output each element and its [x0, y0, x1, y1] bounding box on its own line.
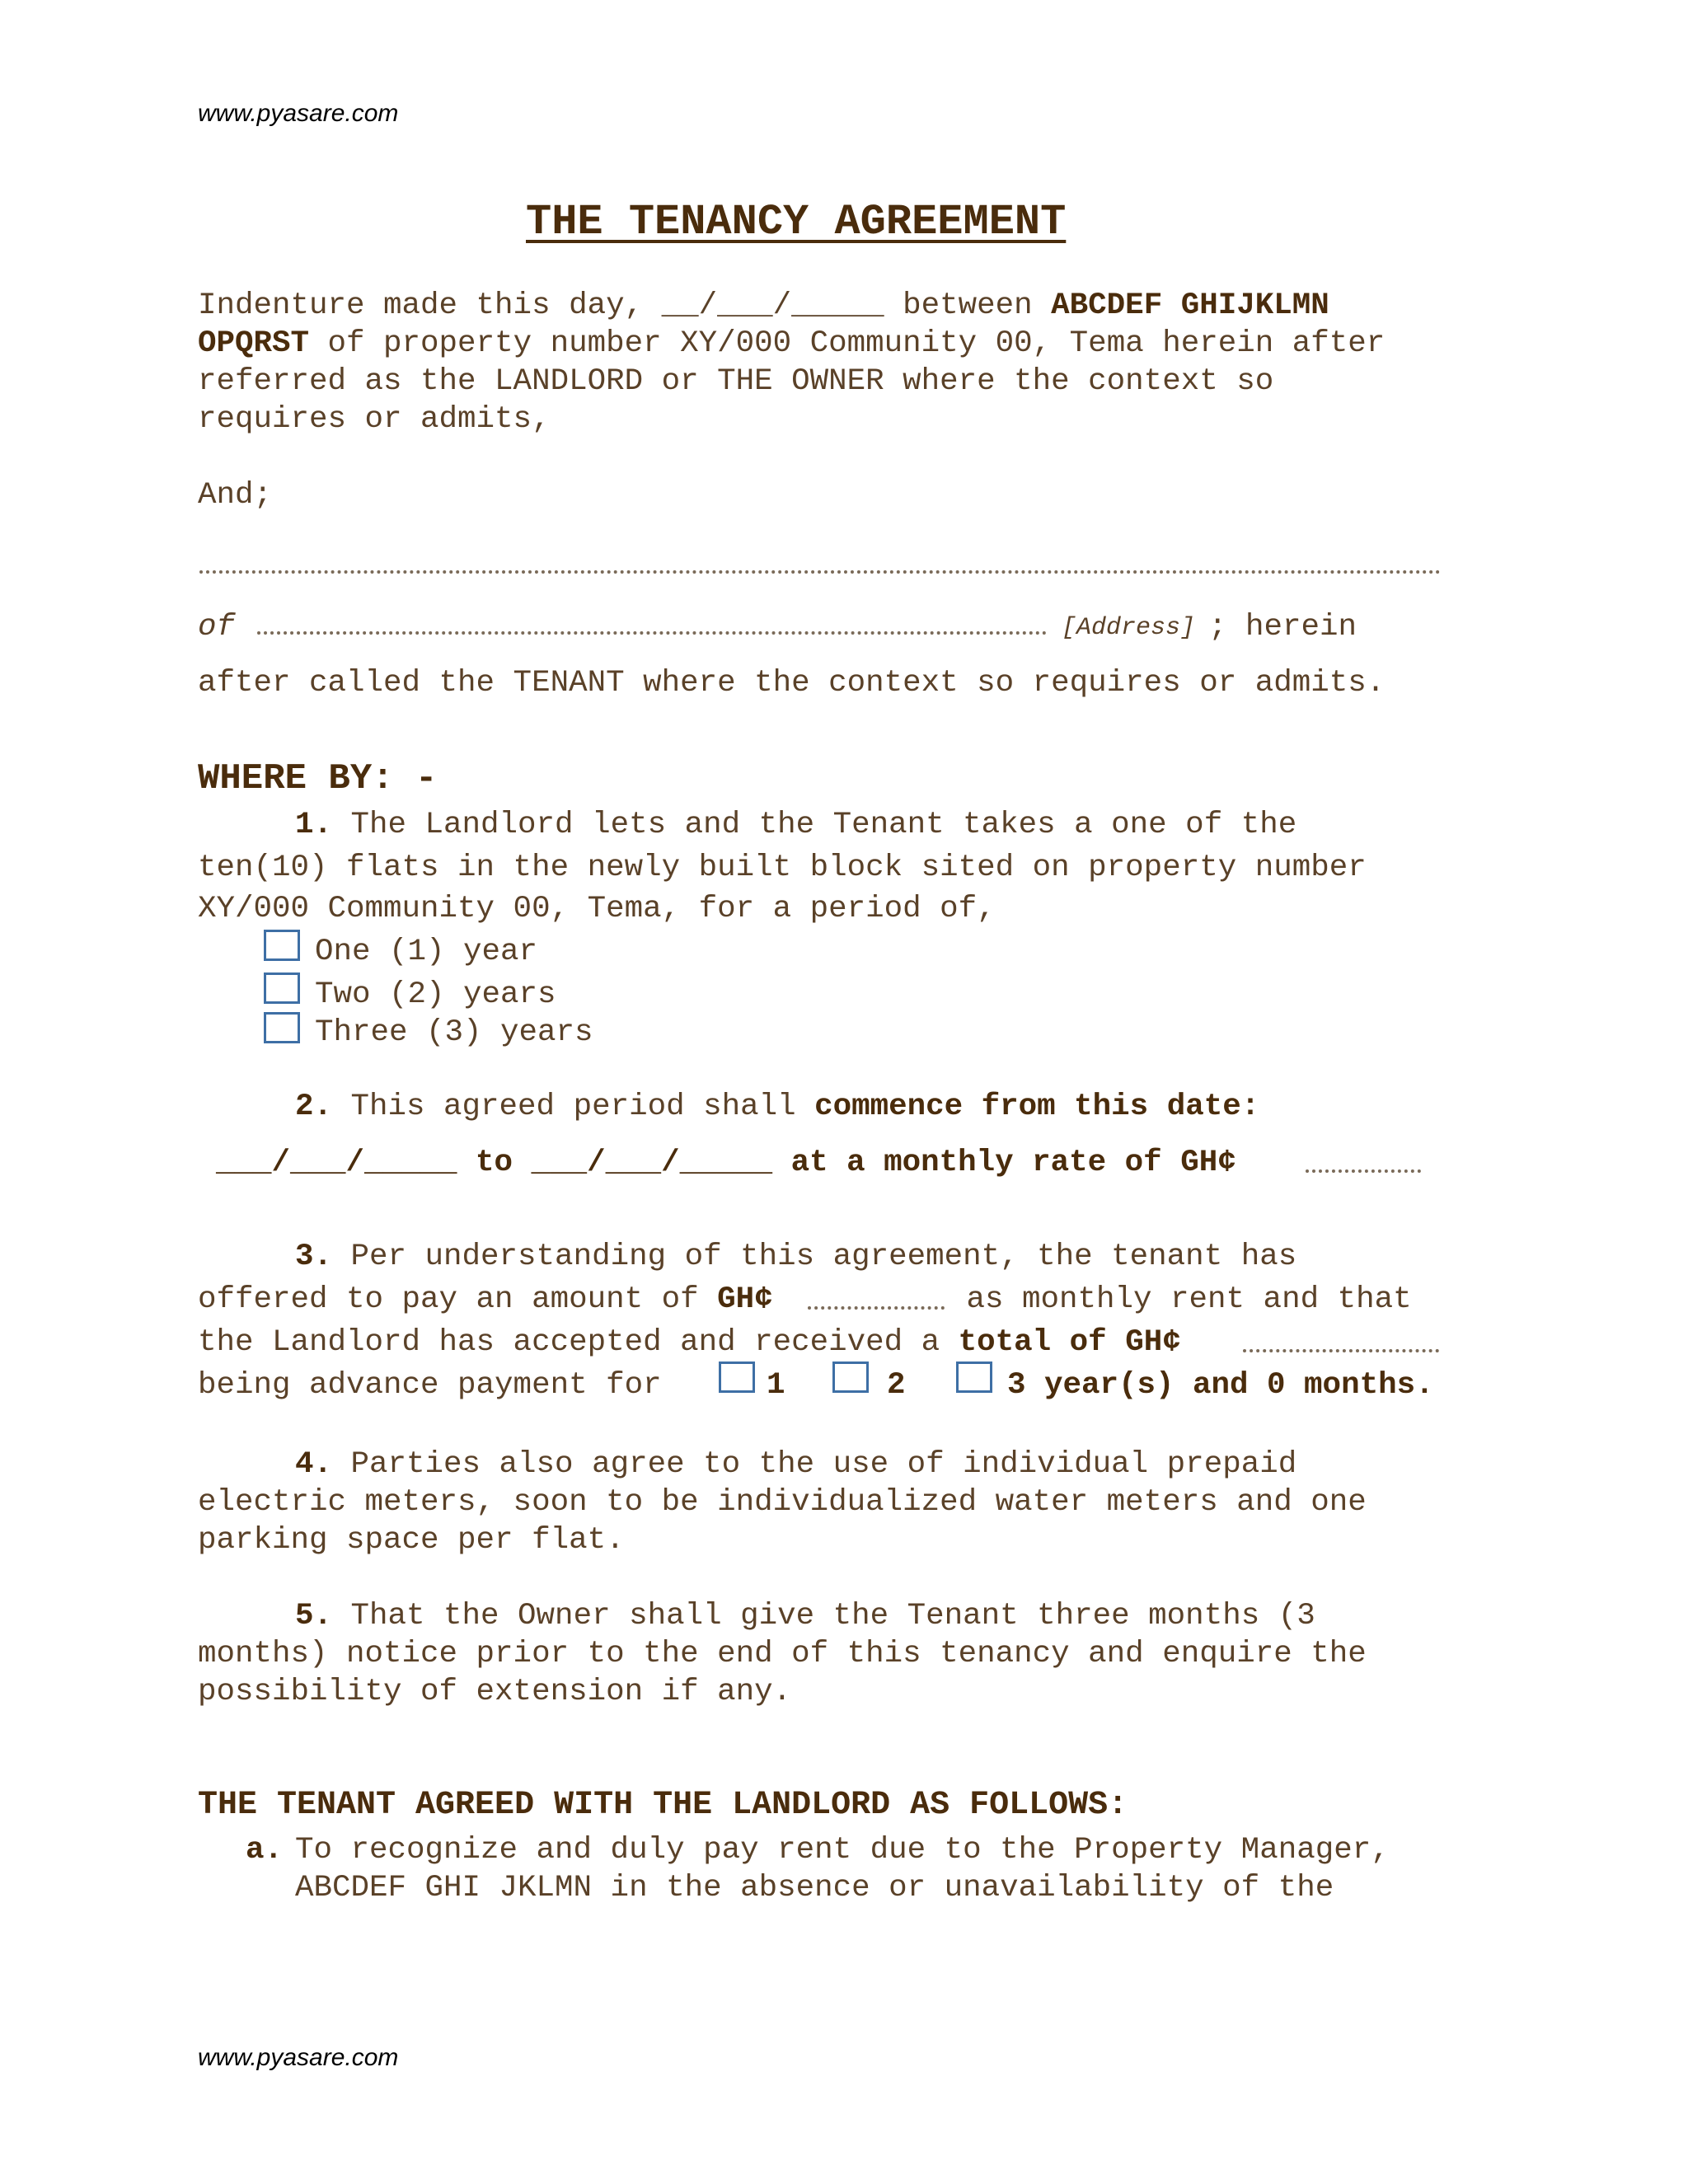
option-two-years-checkbox[interactable]: [264, 972, 300, 1004]
option-three-years-checkbox[interactable]: [264, 1012, 300, 1043]
clause-text: The Landlord lets and the Tenant takes a one of the: [332, 808, 1297, 842]
clause-3-line-2: [198, 1282, 773, 1317]
clause-2-dates-rate: ___/___/_____ to ___/___/_____ at a monthly rate of GH¢: [216, 1146, 1236, 1180]
clause-4-line-2: electric meters, soon to be individualized water meters and one: [198, 1485, 1367, 1520]
clause-text: offered to pay an amount of: [198, 1282, 718, 1317]
clause-3-number: 3.: [295, 1240, 333, 1274]
clause-1-line-1: [295, 808, 1296, 842]
option-two-years-label: Two (2) years: [315, 977, 556, 1012]
item-a-line-2: ABCDEF GHI JKLMN in the absence or unavailability of the: [295, 1871, 1334, 1905]
document-title: THE TENANCY AGREEMENT: [526, 198, 1067, 246]
item-a-line-1: To recognize and duly pay rent due to the Property Manager,: [295, 1833, 1390, 1868]
tenant-name-line[interactable]: [199, 570, 1441, 574]
monthly-rate-line[interactable]: [1306, 1169, 1421, 1173]
clause-2-line-1: [295, 1090, 1259, 1124]
clause-text: the Landlord has accepted and received a: [198, 1325, 959, 1360]
clause-3-line-4: being advance payment for: [198, 1368, 662, 1403]
clause-1-line-2: ten(10) flats in the newly built block sited on property number: [198, 851, 1367, 885]
option-one-year-checkbox[interactable]: [264, 930, 300, 961]
total-ghc-label: total of GH¢: [958, 1325, 1181, 1360]
clause-text: That the Owner shall give the Tenant three months (3: [332, 1599, 1315, 1633]
clause-2-number: 2.: [295, 1090, 333, 1124]
ghc-label: GH¢: [717, 1282, 773, 1317]
herein-text: ; herein: [1208, 610, 1357, 644]
tenant-address-line[interactable]: [257, 631, 1047, 635]
advance-1-checkbox[interactable]: [719, 1361, 755, 1393]
clause-4-number: 4.: [295, 1447, 333, 1482]
where-by-heading: WHERE BY: -: [198, 758, 438, 799]
clause-3-line-1: [295, 1240, 1296, 1274]
clause-3-line-3: [198, 1325, 1181, 1360]
intro-text: of property number XY/000 Community 00, Tema herein after: [309, 326, 1386, 361]
monthly-rent-line[interactable]: [808, 1306, 945, 1310]
intro-line-1: [198, 288, 1329, 323]
clause-4-line-3: parking space per flat.: [198, 1523, 625, 1558]
advance-3-checkbox[interactable]: [956, 1361, 992, 1393]
clause-3-line-2-end: as monthly rent and that: [948, 1282, 1412, 1317]
clause-text: Parties also agree to the use of individual prepaid: [332, 1447, 1297, 1482]
total-amount-line[interactable]: [1243, 1349, 1439, 1352]
landlord-name: ABCDEF GHIJKLMN: [1051, 288, 1329, 323]
advance-2-label: 2: [887, 1368, 906, 1403]
clause-5-line-2: months) notice prior to the end of this tenancy and enquire the: [198, 1637, 1367, 1671]
tenant-agreed-heading: THE TENANT AGREED WITH THE LANDLORD AS FOLLOWS:: [198, 1787, 1128, 1824]
intro-line-2: [198, 326, 1385, 361]
option-three-years-label: Three (3) years: [315, 1015, 593, 1050]
clause-1-number: 1.: [295, 808, 333, 842]
advance-1-label: 1: [767, 1368, 785, 1403]
tenant-after-text: after called the TENANT where the context so requires or admits.: [198, 666, 1386, 701]
commence-text: commence from this date:: [814, 1090, 1260, 1124]
address-label: [1062, 614, 1195, 642]
and-text: And;: [198, 478, 273, 513]
clause-5-number: 5.: [295, 1599, 333, 1633]
landlord-name-cont: OPQRST: [198, 326, 310, 361]
clause-1-line-3: XY/000 Community 00, Tema, for a period of,: [198, 892, 996, 926]
clause-text: Per understanding of this agreement, the tenant has: [332, 1240, 1297, 1274]
clause-4-line-1: [295, 1447, 1296, 1482]
advance-3-label: 3 year(s) and 0 months.: [1007, 1368, 1434, 1403]
header-website: www.pyasare.com: [198, 100, 399, 127]
address-bracket: [Address]: [1062, 614, 1196, 642]
intro-text: Indenture made this day, __/___/_____ between: [198, 288, 1052, 323]
clause-text: This agreed period shall: [332, 1090, 815, 1124]
item-a-label: a.: [246, 1833, 284, 1868]
intro-line-3: referred as the LANDLORD or THE OWNER where the context so: [198, 364, 1274, 399]
option-one-year-label: One (1) year: [315, 935, 538, 969]
of-label: of: [198, 610, 236, 644]
clause-5-line-3: possibility of extension if any.: [198, 1675, 792, 1709]
intro-line-4: requires or admits,: [198, 402, 551, 437]
advance-2-checkbox[interactable]: [832, 1361, 869, 1393]
footer-website: www.pyasare.com: [198, 2044, 399, 2071]
clause-5-line-1: [295, 1599, 1315, 1633]
